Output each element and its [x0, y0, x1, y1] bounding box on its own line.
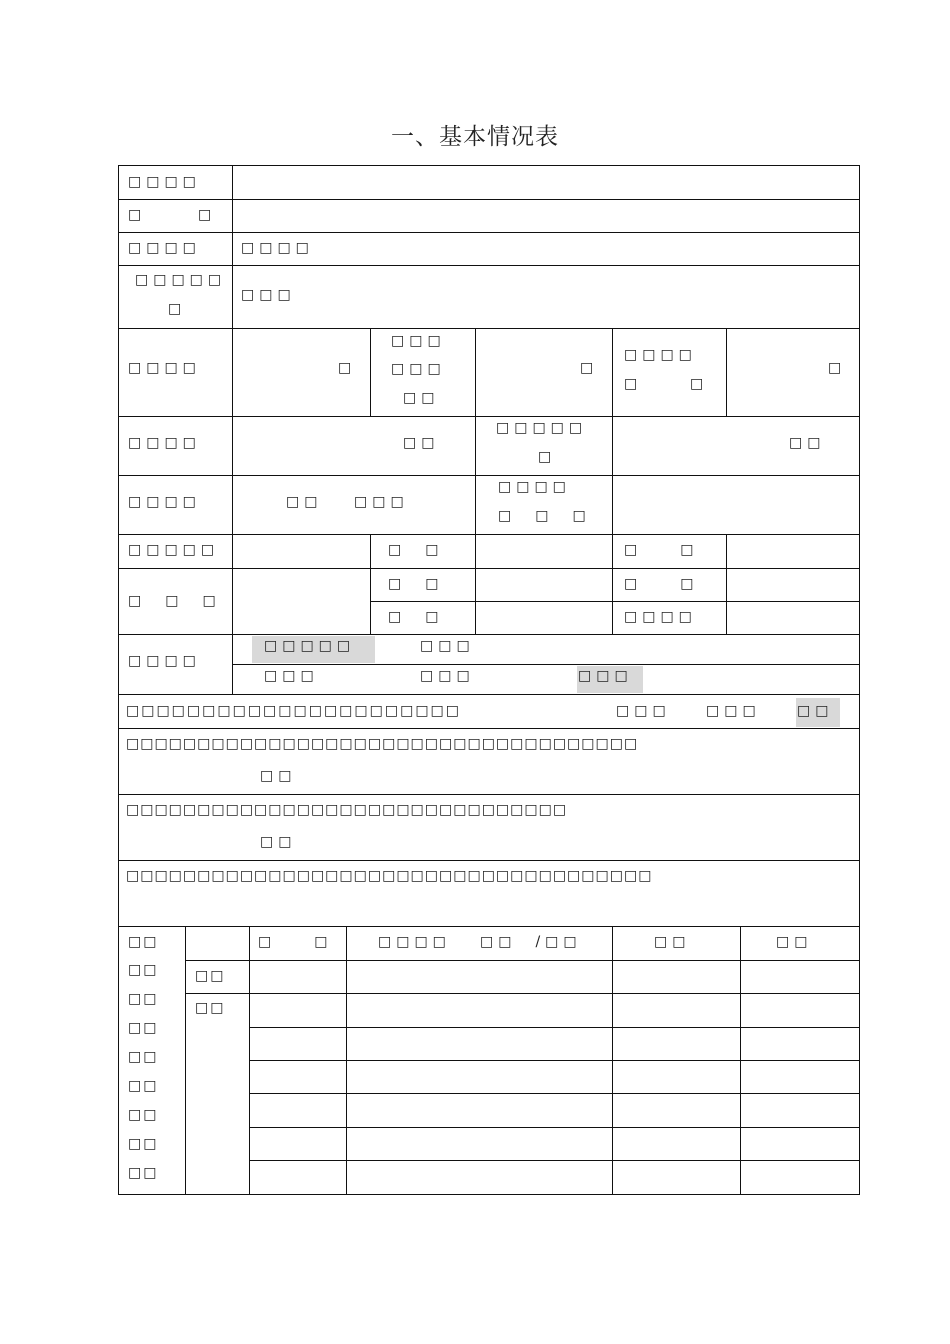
field-label: □ □	[388, 576, 444, 592]
row-label: □□□□□	[128, 542, 220, 558]
section-label-line: □□	[128, 934, 159, 950]
section-label-line: □□	[128, 1136, 159, 1152]
option-label[interactable]: □□□	[420, 668, 475, 684]
option-label[interactable]: □□□	[578, 668, 633, 684]
sub-row-label: □□	[195, 968, 226, 984]
option-label[interactable]: □□□	[264, 668, 319, 684]
field-value: □□□	[241, 287, 296, 303]
field-label: □□□□□	[496, 420, 588, 436]
field-value: □□	[260, 834, 297, 850]
basic-info-table	[118, 165, 860, 1195]
field-value: □□□□	[241, 240, 314, 256]
section-label-line: □□	[128, 1078, 159, 1094]
field-label: □□□□	[498, 479, 571, 495]
section-label-line: □□	[128, 1107, 159, 1123]
question-text: □□□□□□□□□□□□□□□□□□□□□□	[126, 703, 462, 719]
section-label-line: □□	[128, 1165, 159, 1181]
field-value: □	[338, 360, 357, 376]
field-value: □□□	[354, 494, 409, 510]
field-value: □□	[286, 494, 323, 510]
field-value: □□	[403, 435, 440, 451]
option-label[interactable]: □□□□□	[264, 638, 356, 654]
row-label: □□□□	[128, 494, 201, 510]
row-label: □	[168, 301, 187, 317]
field-label: □□□	[391, 333, 446, 349]
question-text: □□□□□□□□□□□□□□□□□□□□□□□□□□□□□□□	[126, 802, 568, 818]
column-header: □□ /□□	[480, 934, 582, 950]
option-label[interactable]: □□□	[706, 703, 761, 719]
option-label[interactable]: □□□	[420, 638, 475, 654]
field-label: □	[538, 449, 557, 465]
field-label: □□	[403, 390, 440, 406]
field-label: □ □	[388, 542, 444, 558]
field-value: □□	[789, 435, 826, 451]
option-label[interactable]: □□	[797, 703, 834, 719]
field-label: □□□	[391, 361, 446, 377]
column-header: □□	[776, 934, 813, 950]
row-label: □□□□□	[135, 272, 227, 288]
section-label-line: □□	[128, 962, 159, 978]
field-value: □	[828, 360, 847, 376]
field-label: □ □	[624, 542, 699, 558]
page-title: 一、基本情况表	[391, 124, 559, 150]
section-label-line: □□	[128, 1020, 159, 1036]
row-label: □□□□	[128, 435, 201, 451]
row-label: □□□□	[128, 240, 201, 256]
column-header: □ □	[258, 934, 333, 950]
field-value: □□	[260, 768, 297, 784]
option-label[interactable]: □□□	[616, 703, 671, 719]
question-text: □□□□□□□□□□□□□□□□□□□□□□□□□□□□□□□□□□□□□	[126, 868, 653, 884]
field-label: □	[690, 376, 709, 392]
field-label: □□□□	[624, 347, 697, 363]
field-label: □□□□	[624, 609, 697, 625]
row-label: □	[198, 207, 217, 223]
row-label: □ □ □	[128, 593, 221, 609]
field-label: □ □	[624, 576, 699, 592]
field-label: □ □ □	[498, 508, 591, 524]
row-label: □□□□	[128, 360, 201, 376]
field-label: □	[624, 376, 643, 392]
row-label: □	[128, 207, 147, 223]
question-text: □□□□□□□□□□□□□□□□□□□□□□□□□□□□□□□□□□□□	[126, 736, 639, 752]
sub-row-label: □□	[195, 1000, 226, 1016]
section-label-line: □□	[128, 1049, 159, 1065]
row-label: □□□□	[128, 174, 201, 190]
field-label: □ □	[388, 609, 444, 625]
column-header: □□	[654, 934, 691, 950]
column-header: □□□□	[378, 934, 451, 950]
section-label-line: □□	[128, 991, 159, 1007]
field-value: □	[580, 360, 599, 376]
row-label: □□□□	[128, 653, 201, 669]
